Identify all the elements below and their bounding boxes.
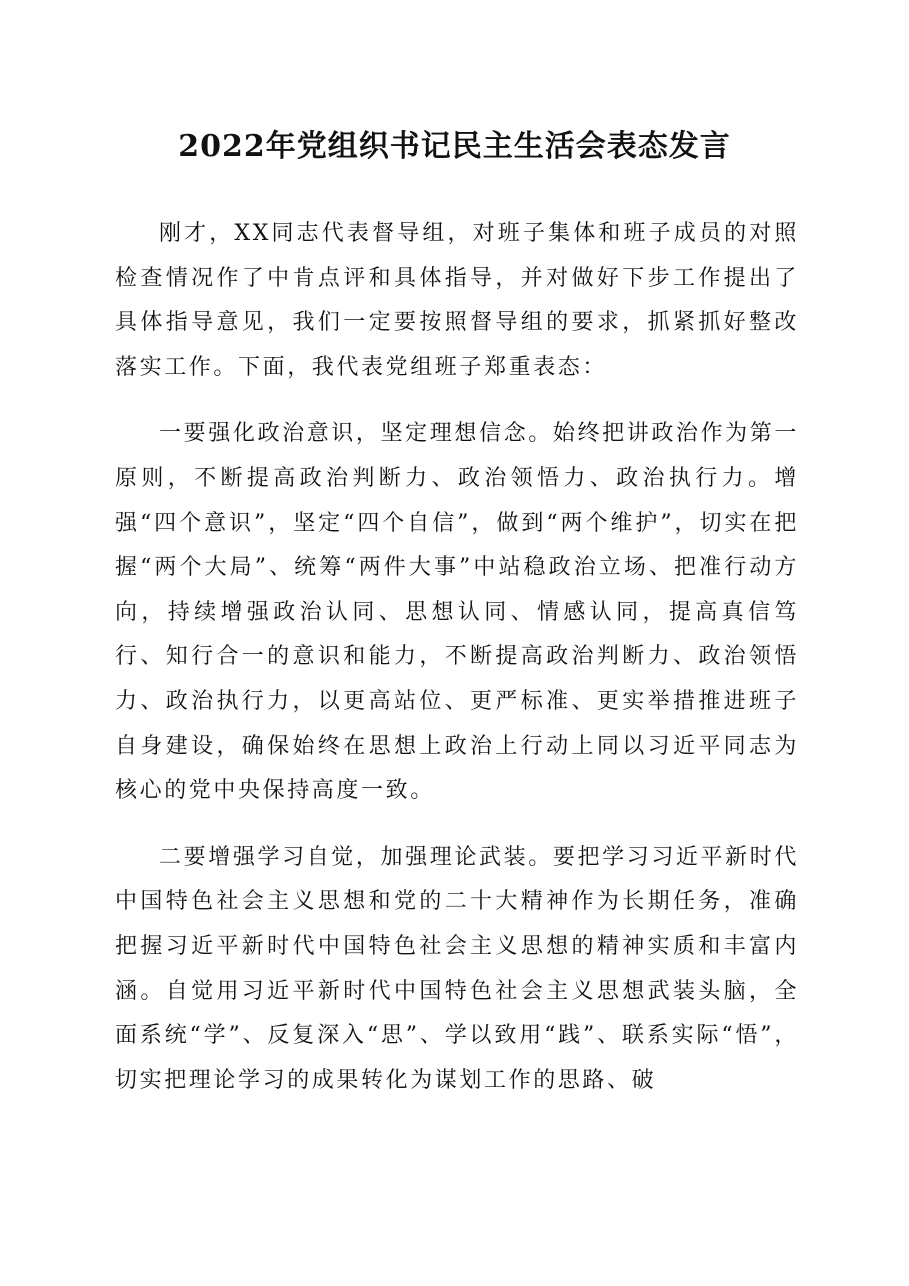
paragraph-learning: 二要增强学习自觉，加强理论武装。要把学习习近平新时代中国特色社会主义思想和党的二十大精神作为长期任务，准确把握习近平新时代中国特色社会主义思想的精神实质和丰富内涵。自觉用习近平新时代中国特色社会主义思想武装头脑，全面系统“学”、反复深入“思”、学以致用“践”、联系实际“悟”，切实把理论学习的成果转化为谋划工作的思路、破 (115, 844, 799, 1093)
document-title: 2022年党组织书记民主生活会表态发言 (178, 129, 731, 164)
document-body (115, 212, 799, 1103)
paragraph-political-awareness: 一要强化政治意识，坚定理想信念。始终把讲政治作为第一原则，不断提高政治判断力、政治领悟力、政治执行力。增强“四个意识”，坚定“四个自信”，做到“两个维护”，切实在把握“两个大局”、统筹“两件大事”中站稳政治立场、把准行动方向，持续增强政治认同、思想认同、情感认同，提高真信笃行、知行合一的意识和能力，不断提高政治判断力、政治领悟力、政治执行力，以更高站位、更严标准、更实举措推进班子自身建设，确保始终在思想上政治上行动上同以习近平同志为核心的党中央保持高度一致。 (115, 421, 799, 804)
paragraph-opening: 刚才，XX同志代表督导组，对班子集体和班子成员的对照检查情况作了中肯点评和具体指导，并对做好下步工作提出了具体指导意见，我们一定要按照督导组的要求，抓紧抓好整改落实工作。下面，我代表党组班子郑重表态： (115, 221, 799, 380)
